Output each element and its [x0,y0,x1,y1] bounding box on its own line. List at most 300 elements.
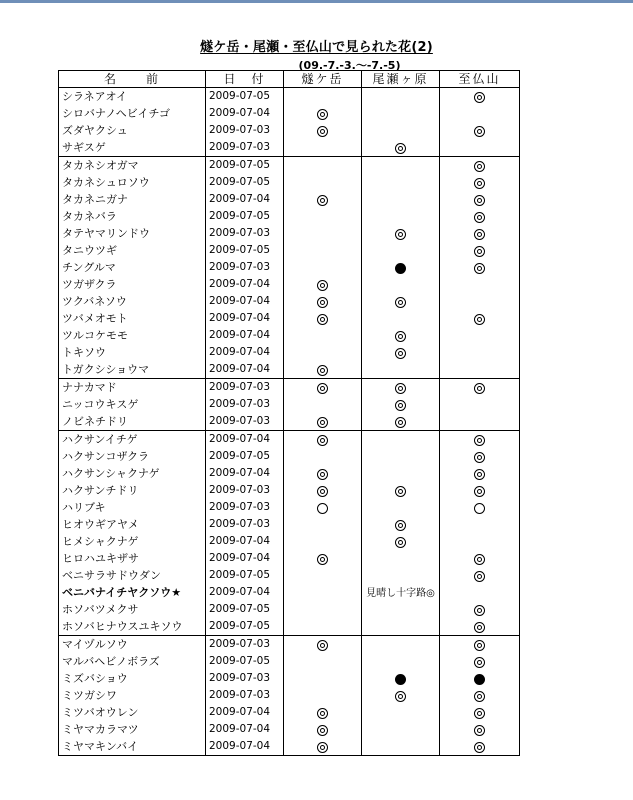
flower-name: ベニバナイチヤクソウ★ [59,584,206,601]
mark-cell-ozegahara [362,431,440,449]
double-circle-icon [395,348,406,359]
double-circle-icon [317,195,328,206]
observation-date: 2009-07-04 [206,431,284,449]
double-circle-icon [474,486,485,497]
observation-date: 2009-07-03 [206,670,284,687]
mark-cell-ozegahara [362,276,440,293]
double-circle-icon [474,263,485,274]
flower-name: ハクサンチドリ [59,482,206,499]
flower-table [58,70,520,756]
table-row [59,396,520,413]
mark-cell-hiuchigatake [284,379,362,397]
mark-cell-hiuchigatake [284,618,362,636]
double-circle-icon [317,554,328,565]
mark-cell-hiuchigatake [284,88,362,106]
table-row [59,704,520,721]
table-row [59,191,520,208]
mark-cell-hiuchigatake [284,704,362,721]
document-page [0,3,633,800]
table-row [59,465,520,482]
flower-name: シラネアオイ [59,88,206,106]
flower-name: ホソバツメクサ [59,601,206,618]
mark-cell-ozegahara [362,738,440,756]
mark-cell-hiuchigatake [284,516,362,533]
flower-name: ヒロハユキザサ [59,550,206,567]
mark-cell-shibutsusan [440,208,520,225]
document-subtitle: (09.-7.-3.〜-7.-5) [298,59,401,72]
mark-cell-ozegahara [362,361,440,379]
mark-cell-hiuchigatake [284,448,362,465]
flower-name: ズダヤクシュ [59,122,206,139]
double-circle-icon [395,486,406,497]
double-circle-icon [317,383,328,394]
observation-date: 2009-07-03 [206,482,284,499]
observation-date: 2009-07-03 [206,225,284,242]
table-row [59,567,520,584]
mark-cell-shibutsusan [440,174,520,191]
mark-cell-shibutsusan [440,225,520,242]
mark-cell-ozegahara [362,310,440,327]
double-circle-icon [395,297,406,308]
observation-date: 2009-07-04 [206,721,284,738]
mark-cell-ozegahara [362,139,440,157]
mark-cell-ozegahara [362,550,440,567]
double-circle-icon [317,435,328,446]
mark-cell-hiuchigatake [284,482,362,499]
double-circle-icon [395,520,406,531]
table-row [59,225,520,242]
observation-date: 2009-07-05 [206,653,284,670]
table-row [59,174,520,191]
mark-cell-shibutsusan [440,157,520,175]
mark-cell-hiuchigatake [284,465,362,482]
mark-cell-ozegahara [362,105,440,122]
mark-cell-ozegahara [362,88,440,106]
observation-date: 2009-07-04 [206,344,284,361]
table-row [59,105,520,122]
mark-cell-shibutsusan [440,584,520,601]
mark-cell-ozegahara [362,636,440,654]
double-circle-icon [317,297,328,308]
double-circle-icon [395,383,406,394]
mark-cell-shibutsusan [440,310,520,327]
filled-circle-icon [395,674,406,685]
table-row [59,413,520,431]
circle-icon [474,503,485,514]
double-circle-icon [474,246,485,257]
observation-date: 2009-07-05 [206,618,284,636]
flower-name: タカネバラ [59,208,206,225]
double-circle-icon [474,212,485,223]
double-circle-icon [474,195,485,206]
mark-cell-ozegahara [362,618,440,636]
table-row [59,242,520,259]
filled-circle-icon [395,263,406,274]
mark-cell-shibutsusan [440,636,520,654]
flower-name: ニッコウキスゲ [59,396,206,413]
flower-name: ナナカマド [59,379,206,397]
table-row [59,276,520,293]
double-circle-icon [474,452,485,463]
double-circle-icon [474,314,485,325]
mark-cell-hiuchigatake [284,276,362,293]
observation-date: 2009-07-05 [206,242,284,259]
circle-icon [317,503,328,514]
mark-cell-hiuchigatake [284,122,362,139]
table-row [59,122,520,139]
mark-cell-shibutsusan [440,601,520,618]
mark-cell-shibutsusan [440,465,520,482]
flower-name: ハクサンイチゲ [59,431,206,449]
table-row [59,550,520,567]
flower-name: タニウツギ [59,242,206,259]
flower-name: トキソウ [59,344,206,361]
mark-cell-shibutsusan [440,482,520,499]
double-circle-icon [474,605,485,616]
double-circle-icon [474,622,485,633]
location-note: 見晴し十字路◎ [366,587,435,599]
table-row [59,482,520,499]
mark-cell-shibutsusan [440,293,520,310]
observation-date: 2009-07-04 [206,105,284,122]
table-row [59,516,520,533]
mark-cell-shibutsusan [440,122,520,139]
mark-cell-shibutsusan [440,396,520,413]
double-circle-icon [317,280,328,291]
mark-cell-ozegahara [362,225,440,242]
observation-date: 2009-07-04 [206,361,284,379]
observation-date: 2009-07-03 [206,413,284,431]
mark-cell-shibutsusan [440,242,520,259]
double-circle-icon [395,417,406,428]
mark-cell-hiuchigatake [284,550,362,567]
header-name: 名 前 [59,71,206,88]
table-row [59,431,520,449]
flower-name: ミズバショウ [59,670,206,687]
mark-cell-hiuchigatake [284,670,362,687]
mark-cell-hiuchigatake [284,721,362,738]
observation-date: 2009-07-04 [206,704,284,721]
mark-cell-shibutsusan [440,567,520,584]
flower-name: ツルコケモモ [59,327,206,344]
mark-cell-shibutsusan [440,379,520,397]
mark-cell-hiuchigatake [284,396,362,413]
mark-cell-ozegahara [362,465,440,482]
table-row [59,687,520,704]
mark-cell-ozegahara [362,379,440,397]
mark-cell-shibutsusan [440,276,520,293]
double-circle-icon [317,725,328,736]
table-row [59,88,520,106]
flower-name: ホソバヒナウスユキソウ [59,618,206,636]
mark-cell-hiuchigatake [284,584,362,601]
observation-date: 2009-07-04 [206,738,284,756]
double-circle-icon [474,708,485,719]
mark-cell-ozegahara [362,293,440,310]
double-circle-icon [474,657,485,668]
flower-name: ツバメオモト [59,310,206,327]
flower-name: ヒオウギアヤメ [59,516,206,533]
mark-cell-shibutsusan [440,516,520,533]
double-circle-icon [474,435,485,446]
double-circle-icon [474,725,485,736]
observation-date: 2009-07-03 [206,139,284,157]
flower-name: タテヤマリンドウ [59,225,206,242]
double-circle-icon [317,486,328,497]
flower-name: シロバナノヘビイチゴ [59,105,206,122]
table-row [59,584,520,601]
mark-cell-ozegahara [362,208,440,225]
double-circle-icon [317,417,328,428]
mark-cell-shibutsusan [440,618,520,636]
double-circle-icon [474,92,485,103]
observation-date: 2009-07-04 [206,310,284,327]
mark-cell-ozegahara [362,448,440,465]
mark-cell-hiuchigatake [284,310,362,327]
mark-cell-ozegahara [362,174,440,191]
observation-date: 2009-07-03 [206,122,284,139]
mark-cell-hiuchigatake [284,687,362,704]
table-row [59,670,520,687]
table-row [59,259,520,276]
table-row [59,344,520,361]
flower-name: ベニサラサドウダン [59,567,206,584]
mark-cell-ozegahara [362,687,440,704]
mark-cell-hiuchigatake [284,157,362,175]
mark-cell-shibutsusan [440,687,520,704]
mark-cell-hiuchigatake [284,327,362,344]
flower-name: ハクサンシャクナゲ [59,465,206,482]
flower-name: ハクサンコザクラ [59,448,206,465]
mark-cell-ozegahara [362,670,440,687]
filled-circle-icon [474,674,485,685]
mark-cell-hiuchigatake [284,259,362,276]
mark-cell-ozegahara [362,259,440,276]
mark-cell-hiuchigatake [284,139,362,157]
mark-cell-ozegahara [362,533,440,550]
mark-cell-ozegahara [362,242,440,259]
observation-date: 2009-07-05 [206,448,284,465]
mark-cell-hiuchigatake [284,293,362,310]
mark-cell-hiuchigatake [284,174,362,191]
double-circle-icon [474,126,485,137]
table-row [59,327,520,344]
mark-cell-shibutsusan [440,431,520,449]
mark-cell-hiuchigatake [284,653,362,670]
mark-cell-shibutsusan [440,533,520,550]
flower-name: チングルマ [59,259,206,276]
header-shibutsusan: 至仏山 [440,71,520,88]
double-circle-icon [474,229,485,240]
mark-cell-shibutsusan [440,499,520,516]
mark-cell-shibutsusan [440,105,520,122]
mark-cell-hiuchigatake [284,242,362,259]
observation-date: 2009-07-04 [206,191,284,208]
mark-cell-ozegahara [362,482,440,499]
observation-date: 2009-07-03 [206,499,284,516]
table-row [59,653,520,670]
mark-cell-ozegahara [362,122,440,139]
double-circle-icon [395,691,406,702]
mark-cell-hiuchigatake [284,431,362,449]
flower-name: タカネシュロソウ [59,174,206,191]
mark-cell-hiuchigatake [284,361,362,379]
mark-cell-ozegahara [362,567,440,584]
flower-name: タカネニガナ [59,191,206,208]
table-row [59,601,520,618]
observation-date: 2009-07-04 [206,550,284,567]
mark-cell-shibutsusan [440,738,520,756]
mark-cell-shibutsusan [440,327,520,344]
observation-date: 2009-07-04 [206,465,284,482]
mark-cell-ozegahara [362,413,440,431]
table-row [59,310,520,327]
header-ozegahara: 尾瀬ヶ原 [362,71,440,88]
table-row [59,293,520,310]
flower-name: ハリブキ [59,499,206,516]
mark-cell-hiuchigatake [284,344,362,361]
flower-name: サギスゲ [59,139,206,157]
flower-name: タカネシオガマ [59,157,206,175]
observation-date: 2009-07-05 [206,601,284,618]
double-circle-icon [474,571,485,582]
double-circle-icon [317,742,328,753]
table-header-row [59,71,520,88]
table-row [59,448,520,465]
double-circle-icon [317,708,328,719]
observation-date: 2009-07-04 [206,327,284,344]
mark-cell-shibutsusan [440,721,520,738]
observation-date: 2009-07-04 [206,533,284,550]
flower-name: マイヅルソウ [59,636,206,654]
document-title: 燧ケ岳・尾瀬・至仏山で見られた花(2) [200,40,433,55]
mark-cell-shibutsusan [440,550,520,567]
mark-cell-hiuchigatake [284,191,362,208]
mark-cell-hiuchigatake [284,225,362,242]
double-circle-icon [395,537,406,548]
double-circle-icon [395,331,406,342]
header-hiuchigatake: 燧ケ岳 [284,71,362,88]
double-circle-icon [317,469,328,480]
mark-cell-ozegahara [362,653,440,670]
mark-cell-hiuchigatake [284,567,362,584]
table-row [59,361,520,379]
mark-cell-shibutsusan [440,448,520,465]
mark-cell-ozegahara [362,584,440,601]
double-circle-icon [474,554,485,565]
mark-cell-hiuchigatake [284,738,362,756]
mark-cell-hiuchigatake [284,533,362,550]
flower-table-body [59,88,520,756]
table-row [59,721,520,738]
mark-cell-hiuchigatake [284,601,362,618]
table-row [59,533,520,550]
double-circle-icon [474,383,485,394]
mark-cell-hiuchigatake [284,499,362,516]
flower-name: ミヤマキンバイ [59,738,206,756]
mark-cell-hiuchigatake [284,413,362,431]
mark-cell-ozegahara [362,327,440,344]
double-circle-icon [395,229,406,240]
observation-date: 2009-07-04 [206,293,284,310]
observation-date: 2009-07-05 [206,157,284,175]
mark-cell-ozegahara [362,396,440,413]
observation-date: 2009-07-05 [206,174,284,191]
observation-date: 2009-07-03 [206,396,284,413]
flower-name: ツガザクラ [59,276,206,293]
mark-cell-hiuchigatake [284,636,362,654]
mark-cell-ozegahara [362,704,440,721]
double-circle-icon [395,400,406,411]
mark-cell-ozegahara [362,191,440,208]
observation-date: 2009-07-03 [206,687,284,704]
observation-date: 2009-07-03 [206,636,284,654]
observation-date: 2009-07-04 [206,584,284,601]
double-circle-icon [474,691,485,702]
double-circle-icon [317,109,328,120]
observation-date: 2009-07-05 [206,88,284,106]
flower-name: ヒメシャクナゲ [59,533,206,550]
mark-cell-shibutsusan [440,259,520,276]
observation-date: 2009-07-05 [206,567,284,584]
table-row [59,379,520,397]
mark-cell-shibutsusan [440,361,520,379]
mark-cell-ozegahara [362,721,440,738]
mark-cell-hiuchigatake [284,208,362,225]
double-circle-icon [474,640,485,651]
flower-name: ノビネチドリ [59,413,206,431]
flower-name: ミヤマカラマツ [59,721,206,738]
mark-cell-ozegahara [362,516,440,533]
flower-name: ツクバネソウ [59,293,206,310]
table-row [59,738,520,756]
mark-cell-shibutsusan [440,139,520,157]
mark-cell-shibutsusan [440,670,520,687]
mark-cell-ozegahara [362,344,440,361]
observation-date: 2009-07-04 [206,276,284,293]
mark-cell-ozegahara [362,157,440,175]
observation-date: 2009-07-03 [206,259,284,276]
flower-name: ミツガシワ [59,687,206,704]
flower-name: トガクシショウマ [59,361,206,379]
double-circle-icon [474,469,485,480]
double-circle-icon [474,742,485,753]
header-date: 日 付 [206,71,284,88]
table-row [59,618,520,636]
observation-date: 2009-07-05 [206,208,284,225]
mark-cell-shibutsusan [440,88,520,106]
double-circle-icon [317,640,328,651]
table-row [59,157,520,175]
double-circle-icon [395,143,406,154]
observation-date: 2009-07-03 [206,516,284,533]
table-row [59,139,520,157]
observation-date: 2009-07-03 [206,379,284,397]
double-circle-icon [317,314,328,325]
flower-name: ミツバオウレン [59,704,206,721]
mark-cell-shibutsusan [440,344,520,361]
mark-cell-shibutsusan [440,653,520,670]
double-circle-icon [317,365,328,376]
mark-cell-ozegahara [362,601,440,618]
double-circle-icon [317,126,328,137]
mark-cell-ozegahara [362,499,440,516]
mark-cell-shibutsusan [440,704,520,721]
flower-name: マルバヘビノボラズ [59,653,206,670]
double-circle-icon [474,161,485,172]
table-row [59,499,520,516]
double-circle-icon [474,178,485,189]
